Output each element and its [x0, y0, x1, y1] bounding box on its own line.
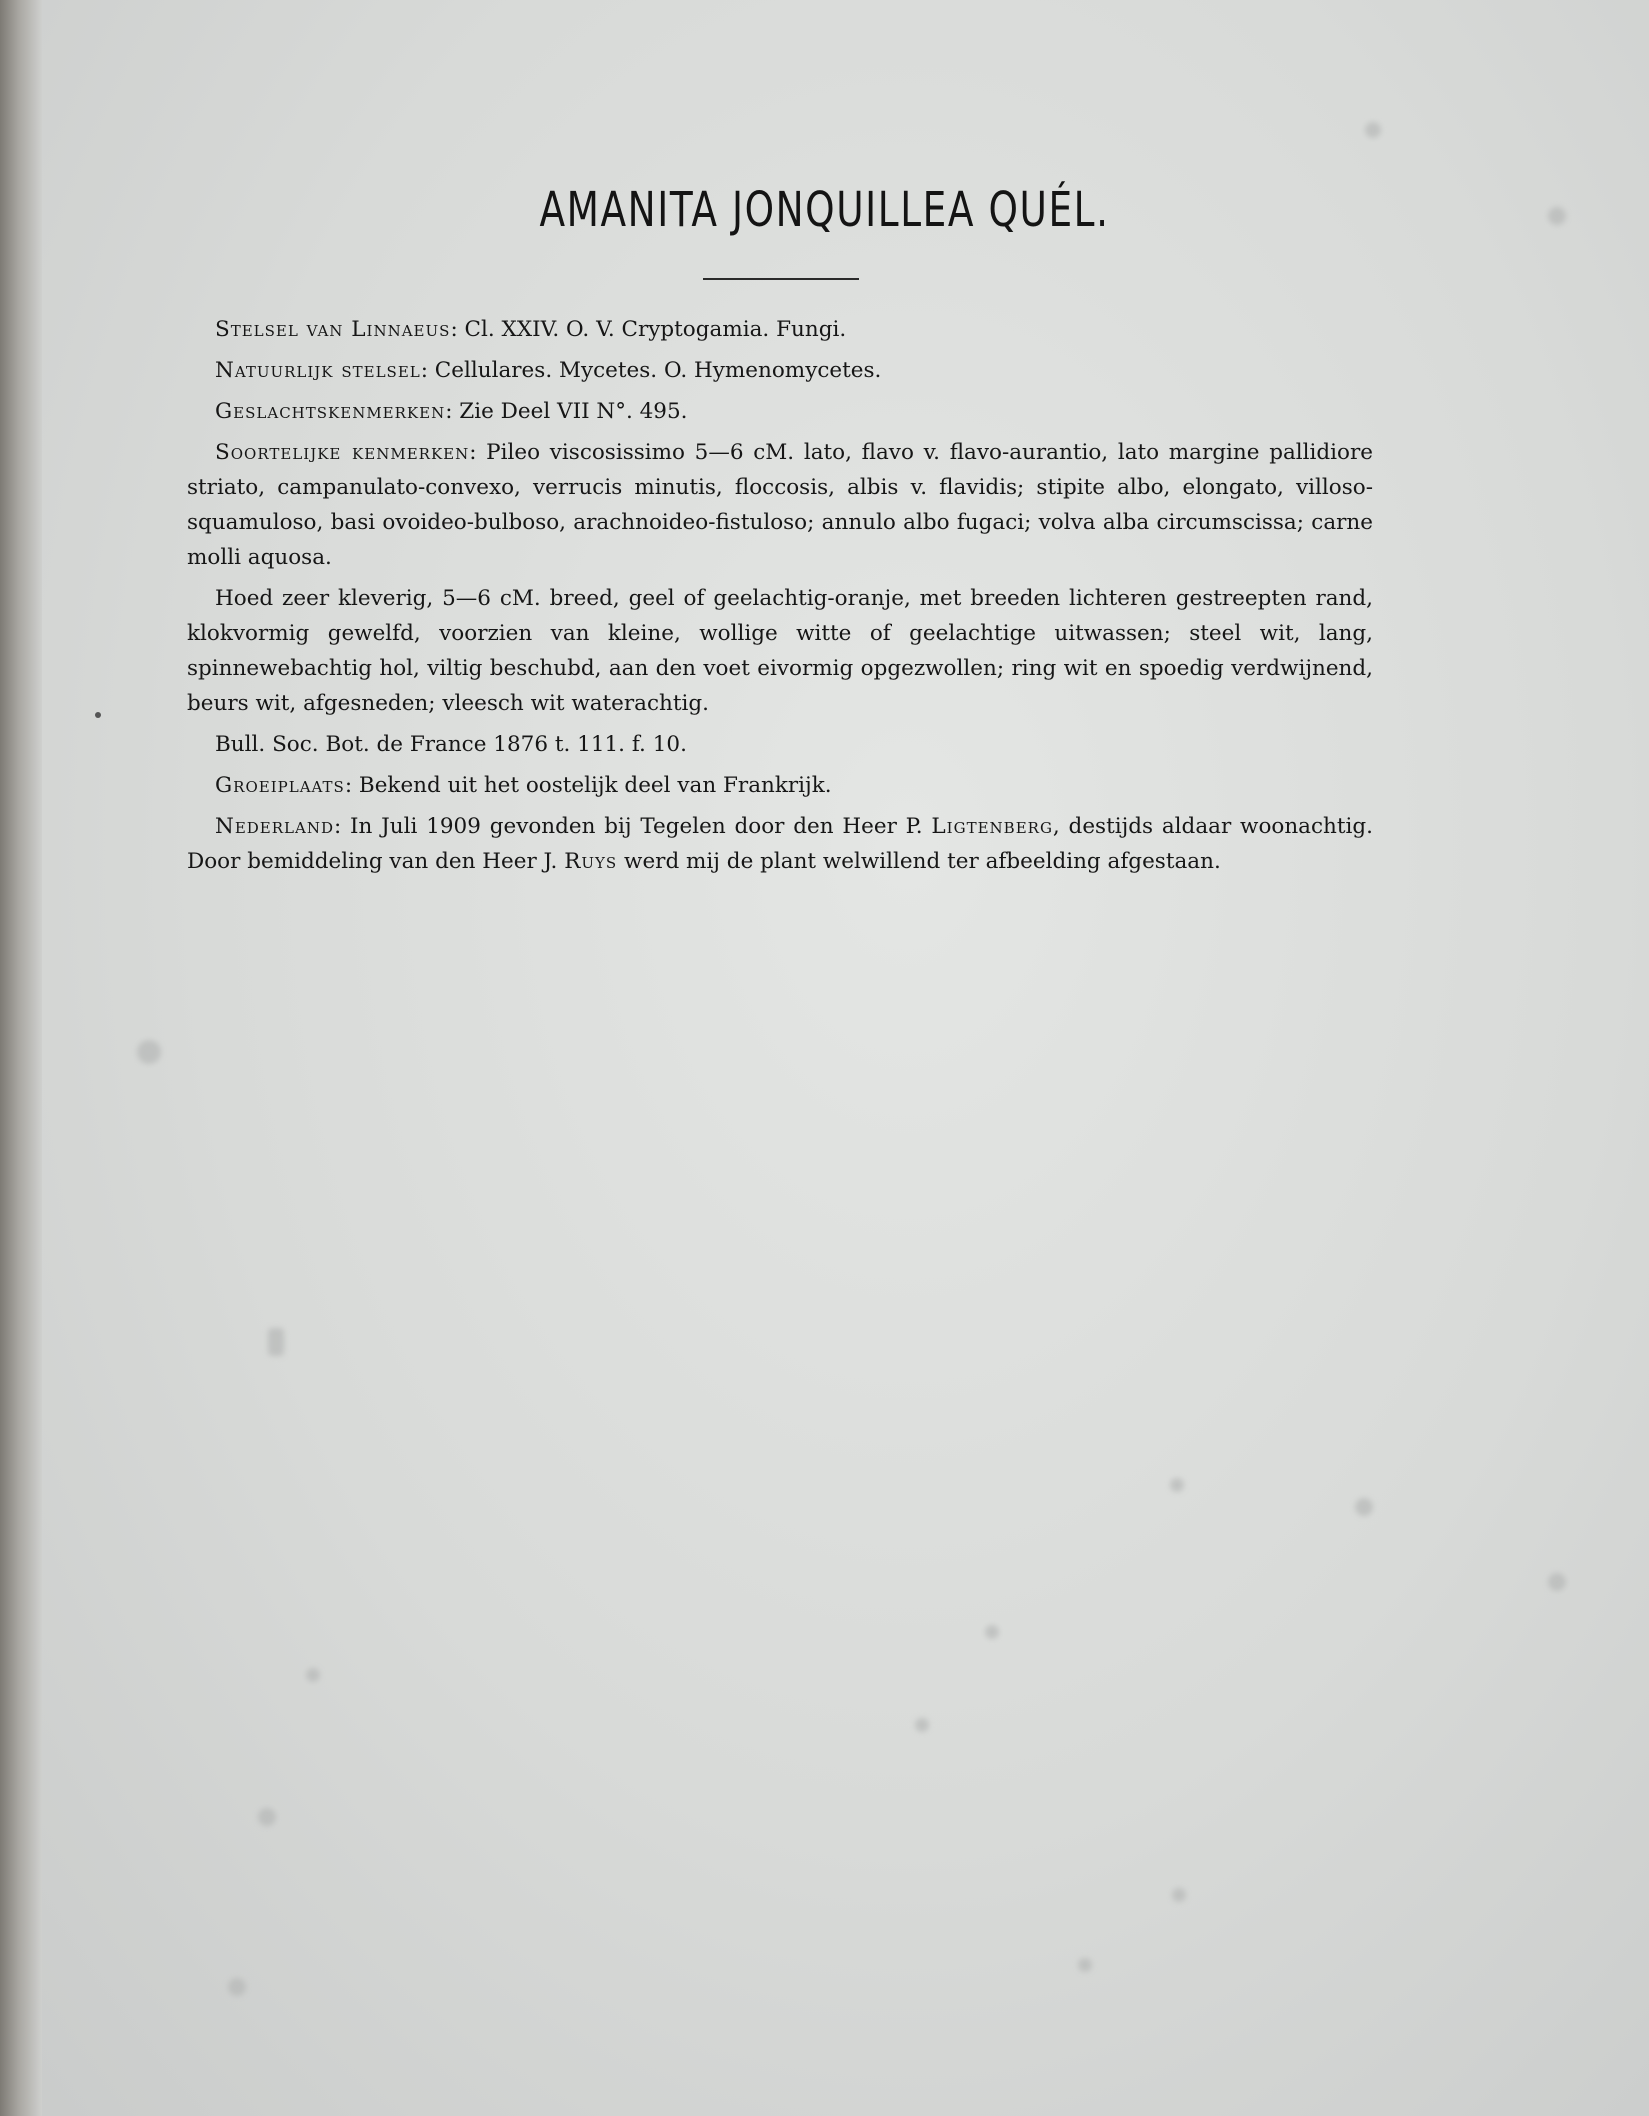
groeiplaats-text: : Bekend uit het oostelijk deel van Frankrijk.: [344, 773, 832, 798]
nederland-text-before: : In Juli 1909 gevonden bij Tegelen door den Heer P.: [333, 814, 932, 839]
hoed-text: Hoed zeer kleverig, 5—6 cM. breed, geel of geelachtig-oranje, met breeden lichteren gestreepten rand, klokvormig gewelfd, voorzien van kleine, wollige witte of geelachtige uitwassen; steel wit, lang, spinnewebachtig hol, viltig beschubd, aan den voet eivormig opgezwollen; ring wit en spoedig verdwijnend, beurs wit, afgesneden; vleesch wit waterachtig.: [187, 586, 1373, 716]
foxing-spot: [1078, 1958, 1092, 1972]
page-title: AMANITA JONQUILLEA QUÉL.: [539, 182, 1110, 238]
foxing-spot: [1355, 1498, 1373, 1516]
linnaeus-paragraph: [187, 312, 1373, 347]
foxing-spot: [1365, 122, 1381, 138]
bull-paragraph: [187, 727, 1373, 762]
foxing-spot: [268, 1328, 284, 1356]
groeiplaats-label: Groeiplaats: [215, 773, 345, 798]
nederland-name-2: Ruys: [564, 849, 618, 874]
foxing-spot: [915, 1718, 929, 1732]
binding-shadow: [0, 0, 42, 2116]
foxing-spot: [258, 1808, 276, 1826]
foxing-spot: [1170, 1478, 1184, 1492]
soort-paragraph: [187, 435, 1373, 575]
hoed-paragraph: [187, 581, 1373, 721]
soort-label: Soortelijke kenmerken: [215, 440, 470, 465]
natuurlijk-label: Natuurlijk stelsel: [215, 358, 421, 383]
title-rule: [703, 278, 859, 280]
foxing-spot: [1548, 1573, 1566, 1591]
geslacht-paragraph: [187, 394, 1373, 429]
geslacht-label: Geslachtskenmerken: [215, 399, 446, 424]
geslacht-text: : Zie Deel VII N°. 495.: [445, 399, 688, 424]
foxing-spot: [1548, 207, 1566, 225]
soort-text: : Pileo viscosissimo 5—6 cM. lato, flavo v. flavo-aurantio, lato margine pallidiore striato, campanulato-convexo, verrucis minutis, floccosis, albis v. flavidis; stipite albo, elongato, villoso-squamuloso, basi ovoideo-bulboso, arachnoideo-fistuloso; annulo albo fugaci; volva alba circumscissa; carne molli aquosa.: [187, 440, 1373, 570]
foxing-spot: [1172, 1888, 1186, 1902]
foxing-spot: [228, 1978, 246, 1996]
description-text: [187, 312, 1373, 885]
foxing-spot: [95, 712, 101, 718]
natuurlijk-paragraph: [187, 353, 1373, 388]
nederland-name-1: Ligtenberg: [931, 814, 1053, 839]
groeiplaats-paragraph: [187, 768, 1373, 803]
foxing-spot: [985, 1625, 999, 1639]
nederland-text-middle: , destijds aldaar woonachtig. Door bemiddeling van den Heer J.: [187, 814, 1373, 874]
linnaeus-text: : Cl. XXIV. O. V. Cryptogamia. Fungi.: [450, 317, 847, 342]
foxing-spot: [306, 1668, 320, 1682]
nederland-paragraph: [187, 809, 1373, 879]
linnaeus-label: Stelsel van Linnaeus: [215, 317, 451, 342]
nederland-label: Nederland: [215, 814, 334, 839]
foxing-spot: [137, 1040, 161, 1064]
nederland-text-after: werd mij de plant welwillend ter afbeelding afgestaan.: [617, 849, 1221, 874]
bull-text: Bull. Soc. Bot. de France 1876 t. 111. f. 10.: [215, 732, 687, 757]
natuurlijk-text: : Cellulares. Mycetes. O. Hymenomycetes.: [420, 358, 882, 383]
